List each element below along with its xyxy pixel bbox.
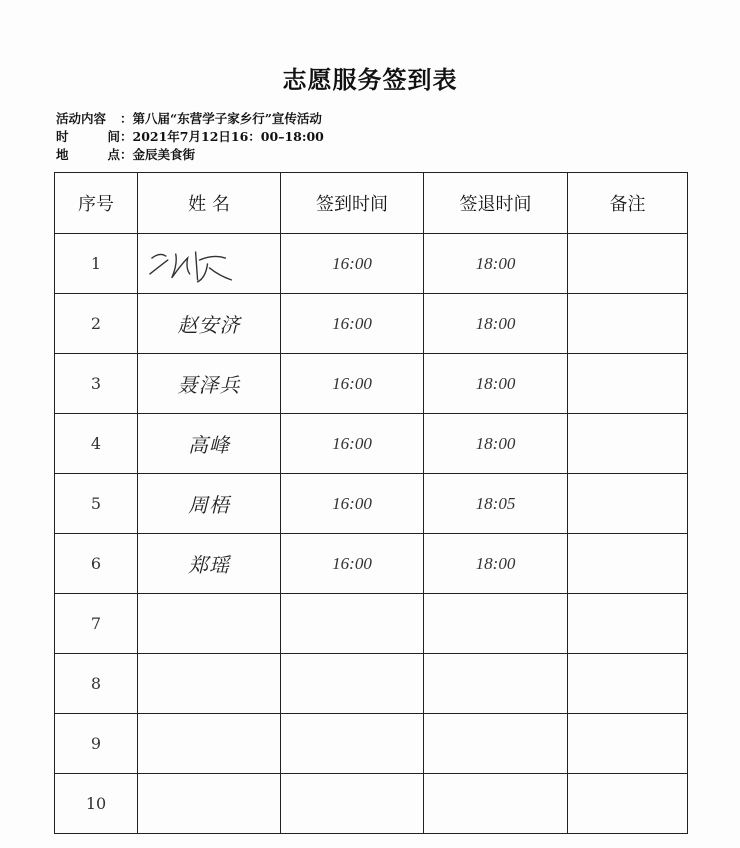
row-name-cell	[138, 534, 281, 594]
row-signout-time-cell	[424, 654, 568, 714]
row-signin-time: 16:00	[332, 494, 372, 513]
row-number-cell	[55, 354, 138, 414]
row-number: 1	[90, 254, 102, 273]
row-name: 周梧	[188, 493, 230, 517]
row-number-cell	[55, 654, 138, 714]
header-note: 备注	[568, 173, 688, 234]
row-number-cell	[55, 414, 138, 474]
row-signin-time: 16:00	[332, 254, 372, 273]
row-name-cell	[138, 774, 281, 834]
row-signout-time: 18:00	[475, 254, 516, 273]
row-signout-time-cell	[424, 714, 568, 774]
row-name-cell	[138, 714, 281, 774]
meta-key: 地	[56, 147, 69, 162]
meta-place	[56, 146, 324, 164]
row-name-cell	[138, 474, 281, 534]
meta-key: 间	[107, 129, 120, 144]
row-signout-time-cell	[424, 474, 568, 534]
row-signin-time: 16:00	[332, 554, 372, 573]
row-name: 郑瑶	[188, 553, 230, 577]
row-note-cell	[568, 474, 688, 534]
header-no: 序号	[55, 173, 138, 234]
row-note-cell	[568, 354, 688, 414]
table-row	[55, 594, 688, 654]
row-signin-time: 16:00	[332, 374, 372, 393]
row-note-cell	[568, 654, 688, 714]
row-number: 3	[90, 374, 102, 393]
header-name: 姓 名	[138, 173, 281, 234]
row-number-cell	[55, 234, 138, 294]
row-signout-time-cell	[424, 414, 568, 474]
meta-key: 活动内容	[56, 111, 107, 126]
row-number: 4	[90, 434, 102, 453]
table-row	[55, 654, 688, 714]
table-row	[55, 534, 688, 594]
row-name-cell	[138, 354, 281, 414]
row-number: 2	[90, 314, 102, 333]
row-signin-time-cell	[281, 774, 424, 834]
row-signin-time: 16:00	[332, 314, 372, 333]
row-name-cell	[138, 594, 281, 654]
table-row	[55, 354, 688, 414]
row-note-cell	[568, 534, 688, 594]
table-row	[55, 774, 688, 834]
row-number-cell	[55, 474, 138, 534]
header-signout: 签退时间	[424, 173, 568, 234]
row-name-cell	[138, 654, 281, 714]
meta-sep: ：	[120, 129, 133, 144]
meta-activity	[56, 110, 324, 128]
table-row	[55, 294, 688, 354]
meta-value: 金辰美食街	[132, 147, 196, 162]
meta-value: 2021年7月12日16：00–18:00	[132, 129, 324, 144]
page-title: 志愿服务签到表	[282, 65, 458, 94]
row-signout-time: 18:00	[475, 554, 516, 573]
row-note-cell	[568, 234, 688, 294]
row-signout-time-cell	[424, 774, 568, 834]
row-signin-time-cell	[281, 414, 424, 474]
row-number: 8	[90, 674, 102, 693]
row-name: 聂泽兵	[177, 373, 241, 397]
row-note-cell	[568, 594, 688, 654]
row-number: 7	[90, 614, 102, 633]
row-note-cell	[568, 774, 688, 834]
row-name: 赵安济	[177, 313, 241, 337]
row-signout-time-cell	[424, 354, 568, 414]
row-signout-time-cell	[424, 294, 568, 354]
row-signout-time: 18:05	[475, 494, 516, 513]
row-number: 9	[90, 734, 102, 753]
row-signout-time-cell	[424, 234, 568, 294]
table-row	[55, 474, 688, 534]
row-signin-time-cell	[281, 534, 424, 594]
table-row	[55, 414, 688, 474]
row-note-cell	[568, 294, 688, 354]
meta-block	[56, 110, 324, 164]
row-number-cell	[55, 534, 138, 594]
row-signin-time-cell	[281, 474, 424, 534]
row-signin-time-cell	[281, 294, 424, 354]
row-number: 10	[85, 794, 107, 813]
signin-table	[54, 172, 688, 834]
table-row	[55, 234, 688, 294]
row-name-cell	[138, 294, 281, 354]
row-signout-time-cell	[424, 534, 568, 594]
row-name-cell	[138, 234, 281, 294]
handwritten-signature-image	[138, 234, 280, 293]
meta-sep: ：	[120, 147, 133, 162]
row-name-cell	[138, 414, 281, 474]
row-number-cell	[55, 294, 138, 354]
row-number: 5	[90, 494, 102, 513]
signature-stroke	[150, 252, 231, 282]
row-number: 6	[90, 554, 102, 573]
row-signout-time: 18:00	[475, 314, 516, 333]
row-number-cell	[55, 774, 138, 834]
table-header-row	[55, 173, 688, 234]
meta-key: 时	[56, 129, 69, 144]
header-signin: 签到时间	[281, 173, 424, 234]
row-signout-time: 18:00	[475, 374, 516, 393]
meta-sep: ：	[120, 111, 133, 126]
row-number-cell	[55, 594, 138, 654]
meta-time	[56, 128, 324, 146]
row-signout-time-cell	[424, 594, 568, 654]
row-signin-time-cell	[281, 654, 424, 714]
row-note-cell	[568, 414, 688, 474]
row-signin-time: 16:00	[332, 434, 372, 453]
row-signin-time-cell	[281, 714, 424, 774]
row-signin-time-cell	[281, 594, 424, 654]
row-signout-time: 18:00	[475, 434, 516, 453]
row-name: 高峰	[188, 433, 230, 457]
row-note-cell	[568, 714, 688, 774]
row-number-cell	[55, 714, 138, 774]
row-signin-time-cell	[281, 234, 424, 294]
meta-key: 点	[107, 147, 120, 162]
row-signin-time-cell	[281, 354, 424, 414]
meta-value: 第八届“东营学子家乡行”宣传活动	[132, 111, 322, 126]
table-row	[55, 714, 688, 774]
